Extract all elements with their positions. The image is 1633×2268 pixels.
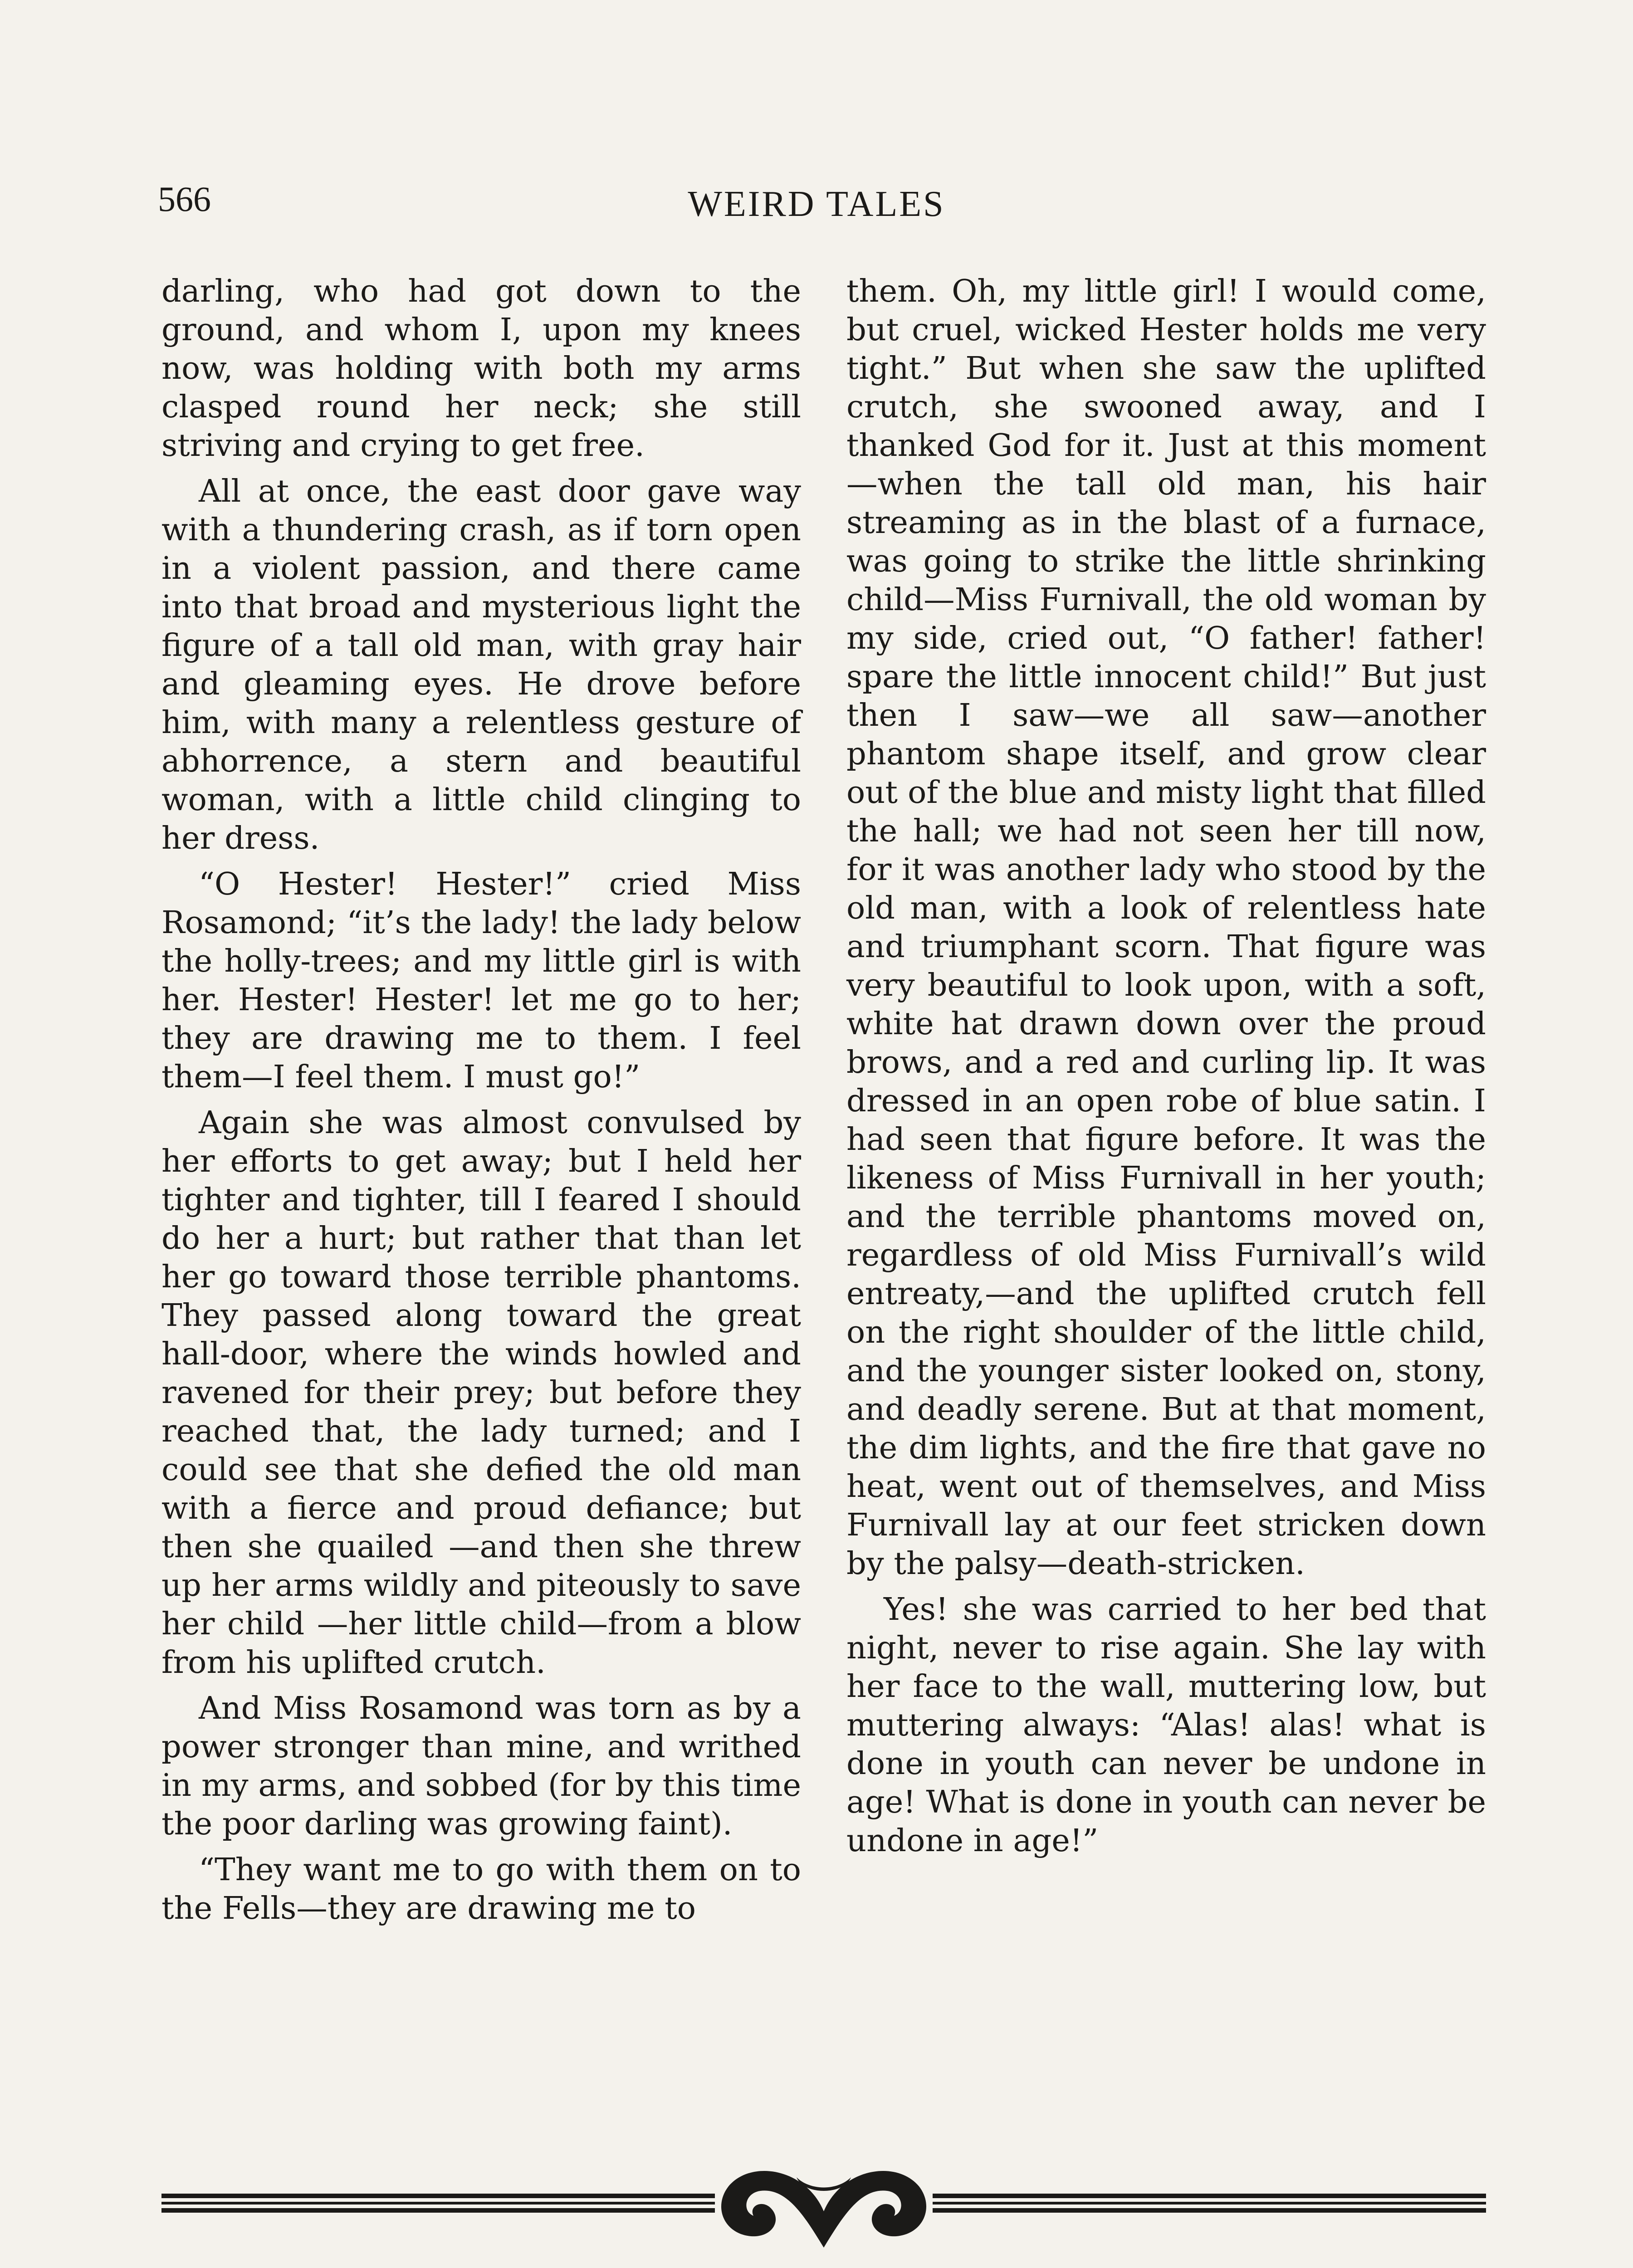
page-number: 566 [158,179,211,219]
paragraph: All at once, the east door gave way with a thundering crash, as if torn open in a violent passion, and there came into that broad and mysterious light the figure of a tall old man, with gray hair and gleaming eyes. He drove before him, with many a relentless gesture of abhorrence, a stern and beautiful woman, with a little child clinging to her dress. [161,473,801,856]
paragraph: Again she was almost convulsed by her efforts to get away; but I held her tighter and tighter, till I feared I should do her a hurt; but rather that than let her go toward those terrible phantoms. They passed along toward the great hall-door, where the winds howled and ravened for their prey; but before they reached that, the lady turned; and I could see that she defied the old man with a fierce and proud defiance; but then she quailed —and then she threw up her arms wildly and piteously to save her child —her little child—from a blow from his uplifted crutch. [161,1105,801,1681]
right-column [846,272,1486,1867]
magazine-title: WEIRD TALES [688,184,945,224]
end-ornament [161,2150,1486,2254]
paragraph: darling, who had got down to the ground, and whom I, upon my knees now, was holding with both my arms clasped round her neck; she still striving and crying to get free. [161,273,801,464]
left-column [161,272,801,1935]
paragraph: Yes! she was carried to her bed that night, never to rise again. She lay with her face to the wall, muttering low, but muttering always: “Alas! alas! what is done in youth can never be undone in age! What is done in youth can never be undone in age!” [846,1591,1486,1859]
paragraph: “They want me to go with them on to the Fells—they are drawing me to [161,1852,801,1926]
paragraph: And Miss Rosamond was torn as by a power stronger than mine, and writhed in my arms, and sobbed (for by this time the poor darling was growing faint). [161,1690,801,1842]
paragraph: “O Hester! Hester!” cried Miss Rosamond; “it’s the lady! the lady below the holly-trees; and my little girl is with her. Hester! Hester! let me go to her; they are drawing me to them. I feel them—I feel them. I must go!” [161,866,801,1095]
paragraph: them. Oh, my little girl! I would come, but cruel, wicked Hester holds me very tight.” But when she saw the uplifted crutch, she swooned away, and I thanked God for it. Just at this moment—when the tall old man, his hair streaming as in the blast of a furnace, was going to strike the little shrinking child—Miss Furnivall, the old woman by my side, cried out, “O father! father! spare the little innocent child!” But just then I saw—we all saw—another phantom shape itself, and grow clear out of the blue and misty light that filled the hall; we had not seen her till now, for it was another lady who stood by the old man, with a look of relentless hate and triumphant scorn. That figure was very beautiful to look upon, with a soft, white hat drawn down over the proud brows, and a red and curling lip. It was dressed in an open robe of blue satin. I had seen that figure before. It was the likeness of Miss Furnivall in her youth; and the terrible phantoms moved on, regardless of old Miss Furnivall’s wild entreaty,—and the uplifted crutch fell on the right shoulder of the little child, and the younger sister looked on, stony, and deadly serene. But at that moment, the dim lights, and the fire that gave no heat, went out of themselves, and Miss Furnivall lay at our feet stricken down by the palsy—death-stricken. [846,273,1486,1582]
